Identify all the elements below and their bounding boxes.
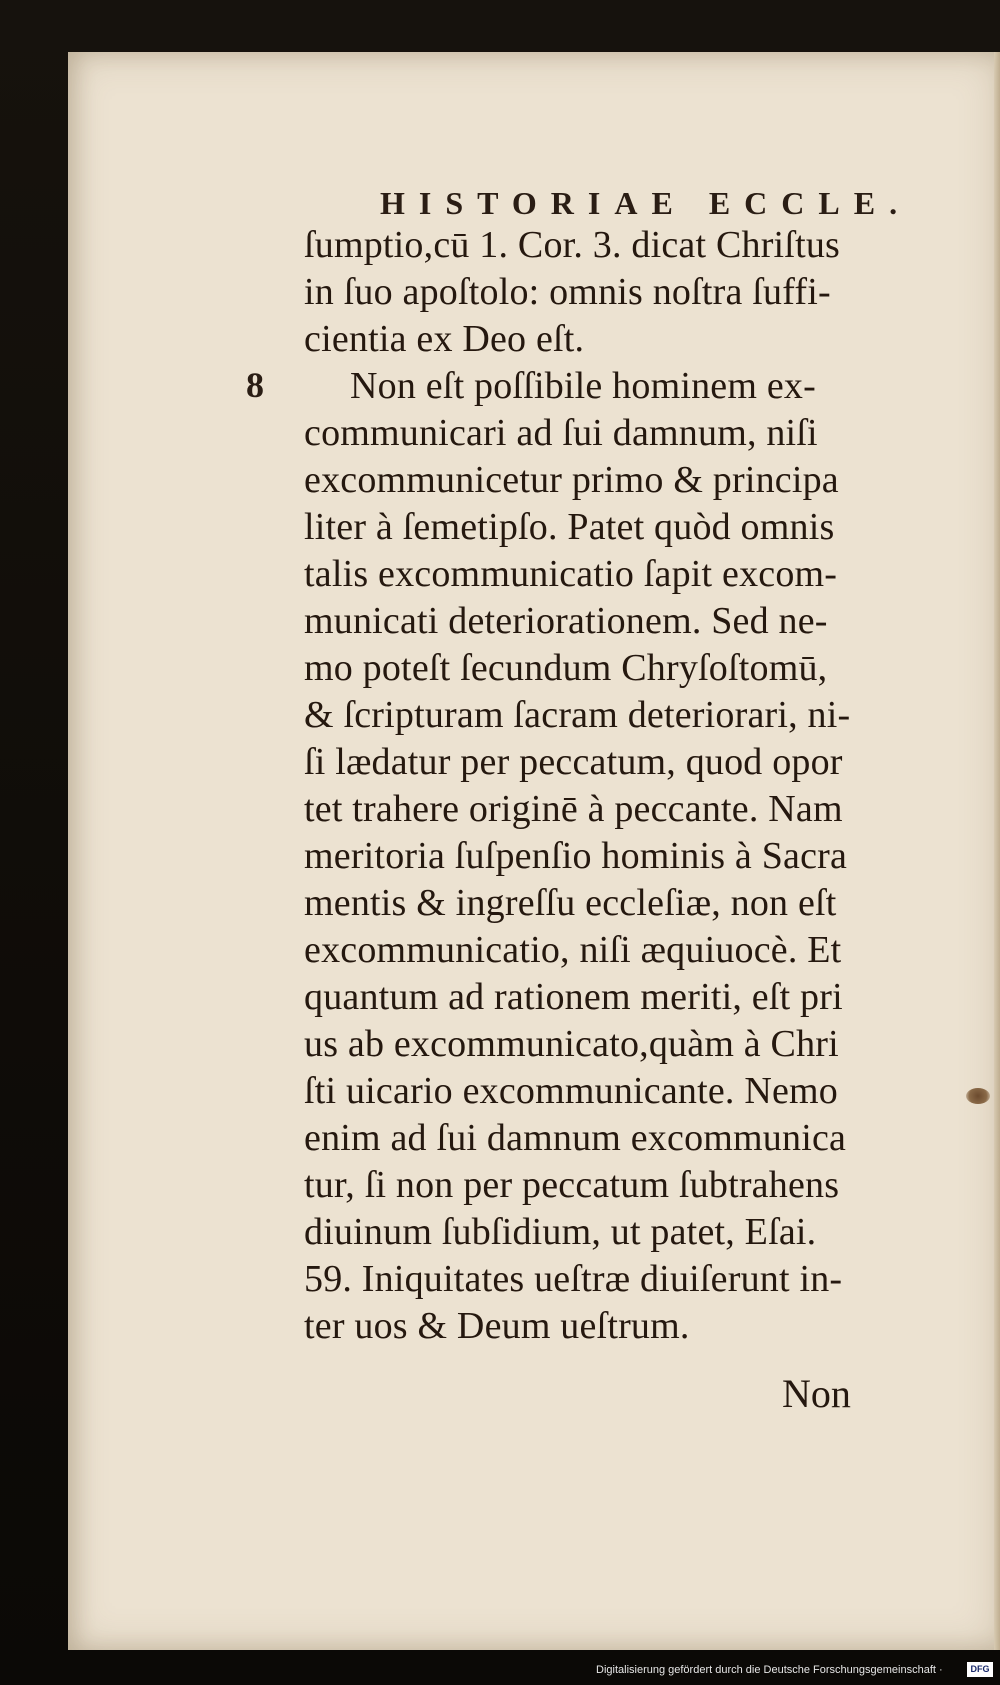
text-line: ſti uicario excommunicante. Nemo xyxy=(304,1070,839,1112)
text-line: us ab excommunicato,quàm à Chri xyxy=(304,1023,839,1065)
text-line: liter à ſemetipſo. Patet quòd omnis xyxy=(304,506,835,548)
text-line: diuinum ſubſidium, ut patet, Eſai. xyxy=(304,1211,817,1253)
text-line: ſi lædatur per peccatum, quod opor xyxy=(304,741,843,783)
text-line: mentis & ingreſſu eccleſiæ, non eſt xyxy=(304,882,837,924)
text-line: meritoria ſuſpenſio hominis à Sacra xyxy=(304,835,848,877)
text-line: cientia ex Deo eſt. xyxy=(304,318,585,360)
digitization-credit: Digitalisierung gefördert durch die Deutsche Forschungsgemeinschaft · xyxy=(596,1664,943,1676)
text-line: mo poteſt ſecundum Chryſoſtomū, xyxy=(304,647,828,689)
margin-paragraph-number: 8 xyxy=(246,365,264,405)
text-line: excommunicatio, niſi æquiuocè. Et xyxy=(304,929,842,971)
text-line: ter uos & Deum ueſtrum. xyxy=(304,1305,690,1347)
dfg-logo: DFG xyxy=(967,1662,993,1677)
text-line: ſumptio,cū 1. Cor. 3. dicat Chriſtus xyxy=(304,224,841,266)
text-line: in ſuo apoſtolo: omnis noſtra ſuffi- xyxy=(304,271,831,313)
text-line: tur, ſi non per peccatum ſubtrahens xyxy=(304,1164,840,1206)
text-line: municati deteriorationem. Sed ne- xyxy=(304,600,828,642)
text-line: excommunicetur primo & principa xyxy=(304,459,839,501)
body-text xyxy=(304,222,944,1350)
running-head: HISTORIAE ECCLE. xyxy=(380,185,912,221)
page-edge xyxy=(994,52,1000,1650)
text-line: & ſcripturam ſacram deteriorari, ni- xyxy=(304,694,851,736)
text-line: tet trahere originē à peccante. Nam xyxy=(304,788,843,830)
text-line: talis excommunicatio ſapit excom- xyxy=(304,553,838,595)
text-line: enim ad ſui damnum excommunica xyxy=(304,1117,847,1159)
text-line: 59. Iniquitates ueſtræ diuiſerunt in- xyxy=(304,1258,843,1300)
ink-stain xyxy=(966,1088,990,1104)
catchword: Non xyxy=(782,1371,851,1416)
text-line: quantum ad rationem meriti, eſt pri xyxy=(304,976,843,1018)
text-line: communicari ad ſui damnum, niſi xyxy=(304,412,818,454)
text-line: Non eſt poſſibile hominem ex- xyxy=(350,365,816,407)
